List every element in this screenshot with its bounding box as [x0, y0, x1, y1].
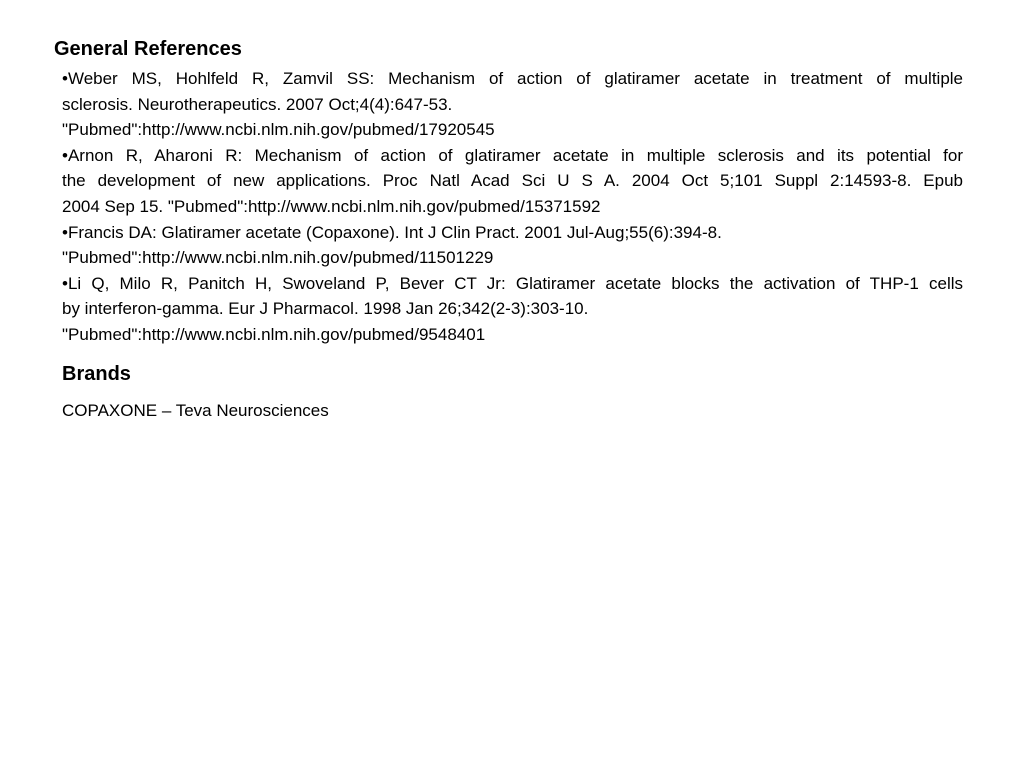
- reference-item: [62, 271, 963, 348]
- reference-line: "Pubmed":http://www.ncbi.nlm.nih.gov/pubmed/11501229: [62, 248, 494, 268]
- reference-line: •Arnon R, Aharoni R: Mechanism of action of glatiramer acetate in multiple sclerosis and its potential for: [62, 145, 963, 165]
- brand-entry: COPAXONE – Teva Neurosciences: [62, 401, 329, 420]
- reference-line: 2004 Sep 15. "Pubmed":http://www.ncbi.nlm.nih.gov/pubmed/15371592: [62, 196, 601, 216]
- reference-line: by interferon-gamma. Eur J Pharmacol. 1998 Jan 26;342(2-3):303-10.: [62, 299, 589, 319]
- reference-line: "Pubmed":http://www.ncbi.nlm.nih.gov/pubmed/9548401: [62, 324, 486, 344]
- reference-line: sclerosis. Neurotherapeutics. 2007 Oct;4(4):647-53.: [62, 94, 453, 114]
- reference-item: [62, 143, 963, 220]
- reference-item: [62, 66, 963, 143]
- references-list: [62, 66, 963, 348]
- reference-line: •Li Q, Milo R, Panitch H, Swoveland P, Bever CT Jr: Glatiramer acetate blocks the activation of THP-1 cells: [62, 273, 963, 293]
- reference-line: "Pubmed":http://www.ncbi.nlm.nih.gov/pubmed/17920545: [62, 120, 495, 140]
- reference-line: the development of new applications. Proc Natl Acad Sci U S A. 2004 Oct 5;101 Suppl 2:14593-8. Epub: [62, 171, 963, 191]
- reference-line: •Francis DA: Glatiramer acetate (Copaxone). Int J Clin Pract. 2001 Jul-Aug;55(6):394-8.: [62, 222, 722, 242]
- general-references-heading: General References: [54, 38, 242, 60]
- reference-item: [62, 220, 963, 271]
- brands-heading: Brands: [62, 363, 131, 385]
- reference-line: •Weber MS, Hohlfeld R, Zamvil SS: Mechanism of action of glatiramer acetate in treatment of multiple: [62, 69, 963, 88]
